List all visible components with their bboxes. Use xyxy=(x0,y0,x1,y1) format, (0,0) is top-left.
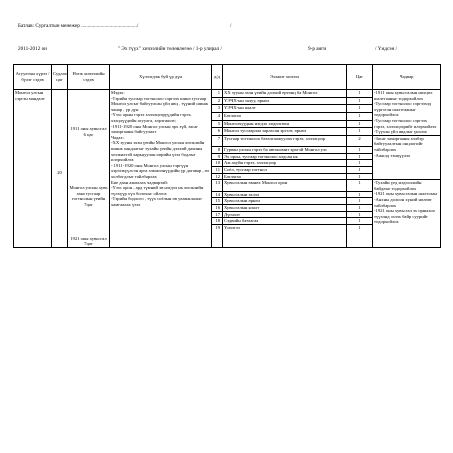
lesson-plan-table xyxy=(13,64,441,248)
lesson-hours: 1 xyxy=(347,128,373,136)
expected-outcomes: Мэдэх: -Тэрийн тусгаар тогтнолоо сэргээх шинэ тусгаар Монгол улсыг байгуулсан үйл явц , түүний шинж чанар , үр дүн -Үзэс орны гэрээ хэлэлцээрүүдийн гэрээ, хэлцлүүдийн агуулга, хэрэгжилт; -1911-1920 оны Монгол улсын эрх зүй, засаг захиргааны байгуулалт Чадах: -ХХ зууны эхэн үеийн Монгол улсын хөгжлийн шинж хандлагыг тухайн үеийн дэлхий дахины хөгжилтэй харьцуулан өөрийн үзэл бодлыг илэрхийлэх - 1911-1920 оны Монгол улсын тэргүүн хэрэгжүүлсэн арга хэмжээнүүдийн үр дагавар , ач холбогдлыг тайлбарлах Бие даан ажиллах чадвартай: -Үзэс орон , ард түмний эв нэгдэл нь хөгжлийн түлхүүр хүч болохыг ойлгох -Тэрийн бодлого , түүх соёлын өв уламжлалыг хамгаалах үзэл xyxy=(110,90,212,248)
lesson-title: Соёл, тусгаар тогтнол xyxy=(223,167,347,174)
lesson-number: 17 xyxy=(212,211,223,218)
approval-line: Батлав: Сургалтын менежер .........................................../ xyxy=(18,23,139,29)
lesson-number: 1 xyxy=(212,90,223,98)
unit-column xyxy=(68,90,110,248)
lesson-hours: 1 xyxy=(347,160,373,167)
lesson-hours: 2 xyxy=(347,135,373,147)
lesson-number: 13 xyxy=(212,180,223,192)
lesson-hours: 1 xyxy=(347,105,373,113)
lesson-number: 15 xyxy=(212,198,223,205)
table-header-row xyxy=(14,65,441,90)
skills-group-3: -Тухайн үед мэдээллийн байдлыг тодорхойлох -1921 оны хувьсгалын шалтгаан -Анхны долоон хүний нөлөөг тайлбарлах -1921 оны хувьсгал эх орныхоо түүхэнд эзлэх байр суурийг тодорхойлох xyxy=(373,180,441,248)
lesson-hours: 1 xyxy=(347,90,373,98)
lesson-title: Батлагаа xyxy=(223,173,347,180)
lesson-title: ҮЭЧХ-ын залуу, өрнөл xyxy=(223,97,347,105)
lesson-hours: 1 xyxy=(347,224,373,247)
section-hours xyxy=(52,90,68,248)
lesson-number: 9 xyxy=(212,153,223,160)
lesson-hours: 1 xyxy=(347,112,373,120)
lesson-number: 2 xyxy=(212,97,223,105)
plan-title: " Эх түүх" хичээлийн төлөвлөгөө / 1-р улирал / xyxy=(118,46,222,52)
lesson-title: Гурван улсын гэрээ ба автономит эрхтэй Монгол улс xyxy=(223,147,347,154)
lesson-title: Хувьсгалын өмнөх Монгол орон xyxy=(223,180,347,192)
col-header-lesson: Ээлжит хичээл xyxy=(223,65,347,90)
lesson-title: Үнэлгээ xyxy=(223,224,347,247)
lesson-title: Тусгаар тогтнолоо баталгаажуулах гэрээ, хэлэлцээр xyxy=(223,135,347,147)
skills-group-1: -1911 оны хувьсгалын нөхцөл шалтгааныг тодорхойлох -Тусгаар тогтнолоо сэргээхэд хүргэсэн шалтгааныг тодорхойлох -Тусгаар тогтнолоо сэргээх гэрээ, хэлэлцээрийг илэрхийлэх -Түүхэн үйл явдлыг үнэлэх xyxy=(373,90,441,136)
section-name xyxy=(14,90,52,248)
approval-slash: / xyxy=(230,23,232,29)
col-header-skills: Чадвар xyxy=(373,65,441,90)
lesson-number: 4 xyxy=(212,112,223,120)
col-header-outcomes: Хүлээгдэж буй үр дүн xyxy=(110,65,212,90)
lesson-number: 16 xyxy=(212,204,223,211)
col-header-number: д/д xyxy=(212,65,223,90)
lesson-hours: 1 xyxy=(347,147,373,154)
lesson-title: Дүгнэлт xyxy=(223,211,347,218)
unit-1921: 1921 оны хувьсгал 7цаг xyxy=(70,235,107,247)
skills-group-2: -Засаг захиргааны хэлбэр байгуулалтын онцлогийг тайлбарлах -Ажилд тэнцүүлэх xyxy=(373,135,441,180)
hours-type-label: / Үндсэн / xyxy=(375,46,398,52)
lesson-title: Монгол тусгаарлаа зарласан эргэлт, өрнөл xyxy=(223,128,347,136)
lesson-hours: 1 xyxy=(347,211,373,218)
lesson-hours: 1 xyxy=(347,173,373,180)
lesson-number: 6 xyxy=(212,128,223,136)
lesson-title: Аж ахуйн гэрээ, хэлэлцээр xyxy=(223,160,347,167)
lesson-title: ХХ зууны эхэн үеийн дэлхий ертөнц ба Монгол xyxy=(223,90,347,98)
lesson-hours: 1 xyxy=(347,198,373,205)
lesson-hours: 1 xyxy=(347,167,373,174)
grade-label: 9-р анги xyxy=(308,46,327,52)
lesson-hours: 1 xyxy=(347,120,373,128)
lesson-title: ҮЭЧХ-ын ялалт xyxy=(223,105,347,113)
unit-autonomy: Монгол улсын хувь заяа тусгаар тогтнолын үеийн 7цаг xyxy=(69,185,108,207)
lesson-number: 18 xyxy=(212,218,223,225)
col-header-hours: Судлах цаг xyxy=(52,65,68,90)
lesson-hours: 1 xyxy=(347,180,373,192)
school-year: 2011-2012 он xyxy=(18,46,47,52)
lesson-title: Эх орон, тусгаар тогтнолоо алдсан нь xyxy=(223,153,347,160)
lesson-number: 8 xyxy=(212,147,223,154)
unit-1911: 1911 оны хувьсгал 6 цаг xyxy=(70,126,107,137)
table-row xyxy=(14,90,441,98)
lesson-number: 19 xyxy=(212,224,223,247)
lesson-title: Хувьсгалын ялалт xyxy=(223,204,347,211)
lesson-number: 7 xyxy=(212,135,223,147)
lesson-title: Монголчуудын нэгдэх хөдөлгөөн xyxy=(223,120,347,128)
lesson-title: Хувьсгалын өрнөл xyxy=(223,198,347,205)
lesson-hours: 1 xyxy=(347,204,373,211)
col-header-unit: Нэгж хичээлийн сэдэв xyxy=(68,65,110,90)
lesson-title: Сэдвийн батлагаа xyxy=(223,218,347,225)
lesson-number: 14 xyxy=(212,191,223,198)
lesson-number: 3 xyxy=(212,105,223,113)
section-name-text: Монгол улсын сэргэн мандалт xyxy=(15,90,45,101)
lesson-number: 12 xyxy=(212,173,223,180)
lesson-number: 10 xyxy=(212,160,223,167)
lesson-title: Хувьсгалын эхлэл xyxy=(223,191,347,198)
lesson-number: 5 xyxy=(212,120,223,128)
lesson-hours: 1 xyxy=(347,218,373,225)
lesson-title: Батлагаа xyxy=(223,112,347,120)
lesson-hours: 1 xyxy=(347,191,373,198)
section-hours-text: 20 xyxy=(57,170,62,175)
lesson-hours: 1 xyxy=(347,97,373,105)
lesson-number: 11 xyxy=(212,167,223,174)
col-header-section: Агуулгын хүрээ / бүлэг сэдэв xyxy=(14,65,52,90)
col-header-lesson-hours: Цаг xyxy=(347,65,373,90)
lesson-hours: 1 xyxy=(347,153,373,160)
